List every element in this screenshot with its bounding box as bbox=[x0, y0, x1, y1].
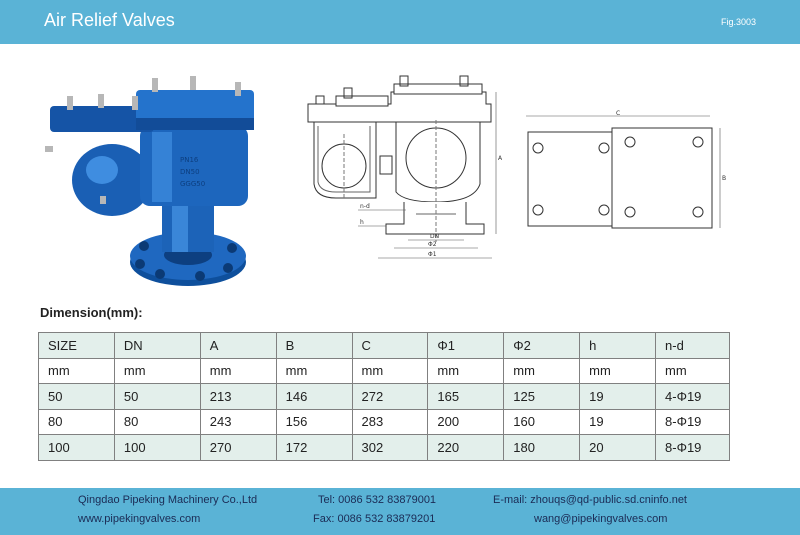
company-name: Qingdao Pipeking Machinery Co.,Ltd bbox=[78, 494, 258, 506]
unit-cell: mm bbox=[504, 358, 580, 384]
dimension-table bbox=[38, 332, 730, 461]
table-cell: 4-Φ19 bbox=[656, 384, 730, 410]
header-cell: h bbox=[580, 333, 656, 359]
header-cell: Φ2 bbox=[504, 333, 580, 359]
page-title: Air Relief Valves bbox=[44, 10, 175, 30]
label-phi1: Φ1 bbox=[428, 251, 437, 258]
email-primary[interactable]: E-mail: zhouqs@qd-public.sd.cninfo.net bbox=[493, 494, 687, 506]
unit-cell: mm bbox=[200, 358, 276, 384]
header-cell: SIZE bbox=[39, 333, 115, 359]
table-cell: 243 bbox=[200, 409, 276, 435]
valve-photo bbox=[40, 70, 270, 290]
figure-number: Fig.3003 bbox=[720, 17, 756, 27]
table-cell: 8-Φ19 bbox=[656, 435, 730, 461]
dimension-title: Dimension(mm): bbox=[40, 305, 143, 320]
table-cell: 100 bbox=[114, 435, 200, 461]
website-link[interactable]: www.pipekingvalves.com bbox=[78, 513, 201, 525]
label-h: h bbox=[360, 219, 364, 226]
units-row bbox=[39, 358, 730, 384]
table-cell: 172 bbox=[276, 435, 352, 461]
svg-text:PN16: PN16 bbox=[180, 156, 199, 164]
table-cell: 20 bbox=[580, 435, 656, 461]
label-c: C bbox=[616, 110, 621, 117]
table-cell: 80 bbox=[39, 409, 115, 435]
table-cell: 19 bbox=[580, 409, 656, 435]
unit-cell: mm bbox=[656, 358, 730, 384]
unit-cell: mm bbox=[352, 358, 428, 384]
unit-cell: mm bbox=[580, 358, 656, 384]
email-secondary[interactable]: wang@pipekingvalves.com bbox=[534, 513, 668, 525]
plan-view-drawing bbox=[520, 108, 730, 238]
table-cell: 270 bbox=[200, 435, 276, 461]
table-row bbox=[39, 384, 730, 410]
header-cell: B bbox=[276, 333, 352, 359]
label-phi2: Φ2 bbox=[428, 241, 437, 248]
unit-cell: mm bbox=[114, 358, 200, 384]
label-a: A bbox=[498, 155, 503, 162]
table-cell: 100 bbox=[39, 435, 115, 461]
footer-bar bbox=[0, 488, 800, 535]
header-row bbox=[39, 333, 730, 359]
table-cell: 220 bbox=[428, 435, 504, 461]
header-cell: C bbox=[352, 333, 428, 359]
unit-cell: mm bbox=[276, 358, 352, 384]
table-cell: 50 bbox=[39, 384, 115, 410]
table-cell: 283 bbox=[352, 409, 428, 435]
svg-text:GGG50: GGG50 bbox=[180, 180, 206, 188]
table-row bbox=[39, 409, 730, 435]
table-cell: 146 bbox=[276, 384, 352, 410]
table-cell: 125 bbox=[504, 384, 580, 410]
label-nd: n-d bbox=[360, 203, 370, 210]
table-cell: 272 bbox=[352, 384, 428, 410]
header-cell: n-d bbox=[656, 333, 730, 359]
section-drawing bbox=[296, 74, 506, 274]
table-cell: 156 bbox=[276, 409, 352, 435]
header-cell: A bbox=[200, 333, 276, 359]
table-row bbox=[39, 435, 730, 461]
label-b: B bbox=[722, 175, 727, 182]
table-cell: 200 bbox=[428, 409, 504, 435]
table-cell: 8-Φ19 bbox=[656, 409, 730, 435]
unit-cell: mm bbox=[39, 358, 115, 384]
table-cell: 180 bbox=[504, 435, 580, 461]
table-cell: 213 bbox=[200, 384, 276, 410]
table-cell: 302 bbox=[352, 435, 428, 461]
header-cell: Φ1 bbox=[428, 333, 504, 359]
tel-number: Tel: 0086 532 83879001 bbox=[318, 494, 437, 506]
table-cell: 19 bbox=[580, 384, 656, 410]
table-cell: 165 bbox=[428, 384, 504, 410]
label-dn: DN bbox=[430, 233, 440, 240]
svg-text:DN50: DN50 bbox=[180, 168, 200, 176]
fax-number: Fax: 0086 532 83879201 bbox=[313, 513, 436, 525]
table-cell: 80 bbox=[114, 409, 200, 435]
unit-cell: mm bbox=[428, 358, 504, 384]
table-cell: 50 bbox=[114, 384, 200, 410]
header-cell: DN bbox=[114, 333, 200, 359]
table-cell: 160 bbox=[504, 409, 580, 435]
header-bar bbox=[0, 0, 800, 44]
